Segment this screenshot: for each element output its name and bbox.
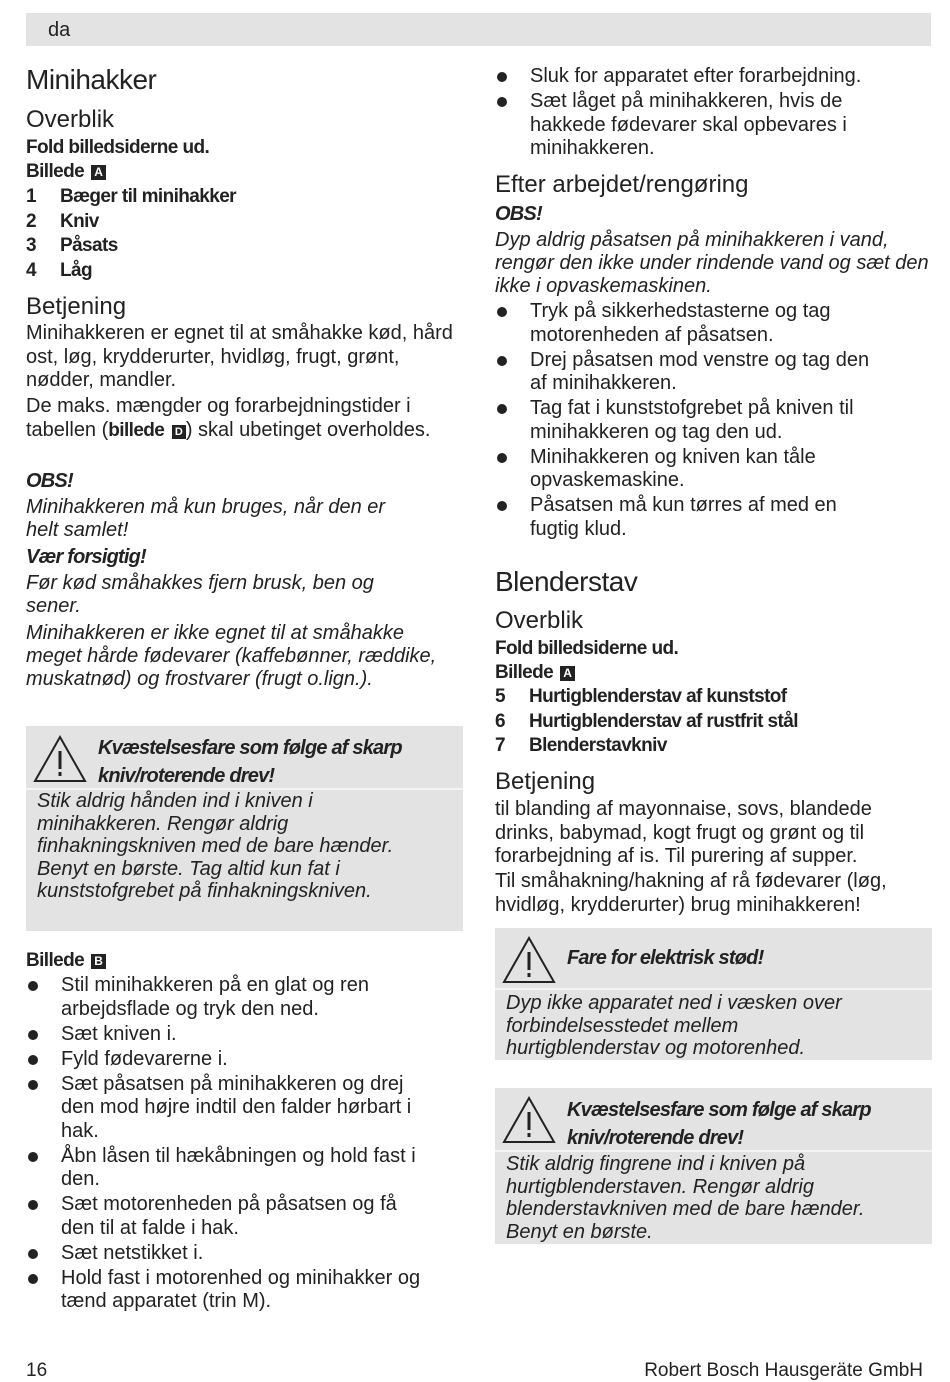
language-code: da — [48, 19, 71, 41]
warning-heading: Kvæstelsesfare som følge af skarp kniv/roterende drev! — [567, 1099, 871, 1149]
continued-steps-list — [495, 65, 905, 162]
overview-heading: Overblik — [26, 106, 115, 133]
warning-box-electric — [495, 928, 932, 1060]
obs-text: Dyp aldrig påsatsen på minihakkeren i vand, rengør den ikke under rindende vand og sæt den ikke i opvaskemaskinen. — [495, 229, 929, 297]
part-item: 2 Kniv — [26, 211, 99, 232]
picture-letter-badge: A — [91, 165, 106, 180]
operation-text: til blanding af mayonnaise, sovs, blandede drinks, babymad, kogt frugt og grønt og til forarbejdning af is. Til purering af supper. — [495, 798, 872, 867]
warning-triangle-icon — [32, 734, 88, 784]
warning-text: Stik aldrig fingrene ind i kniven på hurtigblenderstaven. Rengør aldrig blenderstavkniven med de bare hænder. Benyt en børste. — [506, 1153, 865, 1243]
section-title-blenderstav: Blenderstav — [495, 566, 638, 597]
list-item: Minihakkeren og kniven kan tåle opvaskemaskine. — [495, 446, 915, 493]
warning-box-knife — [26, 726, 463, 931]
caution-text-2: Minihakkeren er ikke egnet til at småhakke meget hårde fødevarer (kaffebønner, ræddike, muskatnød) og frostvarer (frugt o.lign.). — [26, 622, 437, 690]
warning-divider — [495, 1150, 932, 1152]
part-item: 3 Påsats — [26, 235, 118, 256]
caution-text-1: Før kød småhakkes fjern brusk, ben og sener. — [26, 572, 374, 617]
warning-divider — [495, 988, 932, 990]
part-item: 5 Hurtigblenderstav af kunststof — [495, 686, 787, 707]
caution-label: Vær forsigtig! — [26, 546, 146, 568]
picture-reference-b: Billede B — [26, 950, 106, 972]
language-bar — [26, 13, 931, 46]
list-item: Sæt netstikket i. — [26, 1242, 451, 1266]
part-item: 6 Hurtigblenderstav af rustfrit stål — [495, 711, 798, 732]
part-item: 1 Bæger til minihakker — [26, 186, 236, 207]
list-item: Sæt låget på minihakkeren, hvis de hakkede fødevarer skal opbevares i minihakkeren. — [495, 90, 905, 161]
picture-reference-a — [26, 161, 106, 183]
cleaning-heading: Efter arbejdet/rengøring — [495, 171, 749, 198]
company-name: Robert Bosch Hausgeräte GmbH — [644, 1360, 923, 1381]
picture-letter-badge: A — [560, 666, 575, 681]
operation-text-2: Til småhakning/hakning af rå fødevarer (løg, hvidløg, krydderurter) brug minihakkeren! — [495, 870, 887, 916]
overview-heading: Overblik — [495, 607, 584, 634]
warning-triangle-icon — [501, 1095, 557, 1145]
page-number: 16 — [26, 1360, 48, 1381]
list-item: Fyld fødevarerne i. — [26, 1048, 451, 1072]
part-item: 7 Blenderstavkniv — [495, 735, 667, 756]
warning-heading: Fare for elektrisk stød! — [567, 947, 764, 969]
picture-label: Billede — [26, 161, 85, 182]
obs-label: OBS! — [495, 203, 542, 225]
list-item: Tryk på sikkerhedstasterne og tag motorenheden af påsatsen. — [495, 300, 915, 347]
list-item: Sæt påsatsen på minihakkeren og drej den mod højre indtil den falder hørbart i hak. — [26, 1073, 451, 1144]
max-quantities-text: De maks. mængder og forarbejdningstider i tabellen (billede D ) skal ubetinget overholdes. — [26, 395, 431, 441]
list-item: Sluk for apparatet efter forarbejdning. — [495, 65, 905, 89]
warning-heading: Kvæstelsesfare som følge af skarp kniv/roterende drev! — [98, 737, 402, 787]
warning-text: Dyp ikke apparatet ned i væsken over forbindelsesstedet mellem hurtigblenderstav og motorenhed. — [506, 992, 842, 1059]
warning-text: Stik aldrig hånden ind i kniven i minihakkeren. Rengør aldrig finhakningskniven med de bare hænder. Benyt en børste. Tag altid kun fat i kunststofgrebet på finhakningskniven. — [37, 790, 394, 902]
picture-reference-a: Billede A — [495, 662, 575, 684]
operation-heading: Betjening — [495, 768, 596, 795]
warning-box-knife — [495, 1088, 932, 1244]
operation-heading: Betjening — [26, 293, 127, 320]
obs-label: OBS! — [26, 470, 73, 492]
section-title-minihakker: Minihakker — [26, 64, 157, 95]
warning-triangle-icon — [501, 935, 557, 985]
list-item: Stil minihakkeren på en glat og ren arbejdsflade og tryk den ned. — [26, 974, 451, 1021]
usage-steps-list — [26, 974, 451, 1315]
picture-letter-badge: D — [172, 425, 186, 439]
cleaning-steps-list — [495, 300, 915, 543]
list-item: Åbn låsen til hækåbningen og hold fast i den. — [26, 1145, 451, 1192]
picture-letter-badge: B — [91, 954, 106, 969]
list-item: Påsatsen må kun tørres af med en fugtig klud. — [495, 494, 915, 541]
part-item: 4 Låg — [26, 260, 92, 281]
list-item: Drej påsatsen mod venstre og tag den af minihakkeren. — [495, 349, 915, 396]
fold-note: Fold billedsiderne ud. — [495, 638, 679, 659]
obs-text: Minihakkeren må kun bruges, når den er helt samlet! — [26, 496, 386, 541]
list-item: Hold fast i motorenhed og minihakker og tænd apparatet (trin M). — [26, 1267, 451, 1314]
list-item: Sæt kniven i. — [26, 1023, 451, 1047]
operation-text: Minihakkeren er egnet til at småhakke kød, hård ost, løg, krydderurter, hvidløg, frugt, grønt, nødder, mandler. — [26, 322, 453, 391]
list-item: Tag fat i kunststofgrebet på kniven til minihakkeren og tag den ud. — [495, 397, 915, 444]
list-item: Sæt motorenheden på påsatsen og få den til at falde i hak. — [26, 1193, 451, 1240]
fold-note: Fold billedsiderne ud. — [26, 137, 210, 158]
